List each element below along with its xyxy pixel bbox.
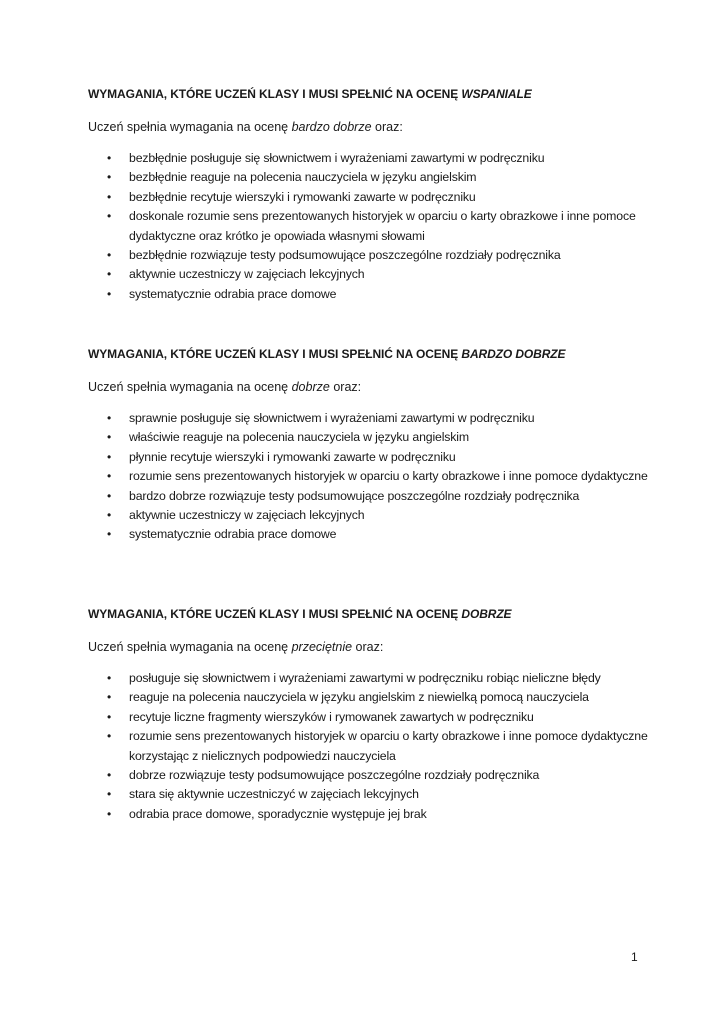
bullet-icon: • [107,189,112,204]
list-item: • doskonale rozumie sens prezentowanych historyjek w oparciu o karty obrazkowe i inne pomoce dydaktyczne oraz krótko je opowiada własnymi słowami [107,209,636,243]
bullet-icon: • [107,411,112,425]
list-item: • bezbłędnie posługuje się słownictwem i wyrażeniami zawartymi w podręczniku [88,149,648,168]
section-intro: Uczeń spełnia wymagania na ocenę bardzo dobrze oraz: [88,120,403,134]
page-number: 1 [631,950,638,964]
intro-grade: dobrze [291,380,330,394]
list-item: • sprawnie posługuje się słownictwem i wyrażeniami zawartymi w podręczniku [88,409,648,428]
bullet-icon: • [107,151,112,165]
section-wspaniale [88,86,648,304]
list-item: • bezbłędnie reaguje na polecenia nauczyciela w języku angielskim [88,168,648,187]
list-item: • dobrze rozwiązuje testy podsumowujące poszczególne rozdziały podręcznika [88,766,648,785]
bullet-icon: • [107,170,112,185]
requirements-list [88,669,648,824]
bullet-icon: • [107,449,112,464]
requirements-list [88,409,648,545]
list-item: • bardzo dobrze rozwiązuje testy podsumowujące poszczególne rozdziały podręcznika [88,487,648,506]
list-item: • płynnie recytuje wierszyki i rymowanki zawarte w podręczniku [88,448,648,467]
list-item: • rozumie sens prezentowanych historyjek w oparciu o karty obrazkowe i inne pomoce dydaktyczne [88,467,648,486]
bullet-icon: • [107,209,112,224]
list-item: • odrabia prace domowe, sporadycznie występuje jej brak [88,805,648,824]
section-bardzo-dobrze [88,346,648,545]
bullet-icon: • [107,527,112,542]
bullet-icon: • [107,267,112,282]
grade-name: WSPANIALE [461,87,532,101]
bullet-icon: • [107,248,112,263]
bullet-icon: • [107,690,112,705]
bullet-icon: • [107,508,112,523]
list-item: • właściwie reaguje na polecenia nauczyciela w języku angielskim [88,428,648,447]
list-item: • bezbłędnie recytuje wierszyki i rymowanki zawarte w podręczniku [88,188,648,207]
list-item: • systematycznie odrabia prace domowe [88,525,648,544]
grade-name: BARDZO DOBRZE [461,347,566,361]
bullet-icon: • [107,286,112,301]
grade-name: DOBRZE [461,607,512,621]
bullet-icon: • [107,469,112,484]
list-item: • recytuje liczne fragmenty wierszyków i rymowanek zawartych w podręczniku [88,708,648,727]
requirements-list [88,149,648,304]
list-item: • systematycznie odrabia prace domowe [88,285,648,304]
bullet-icon: • [107,430,112,445]
bullet-icon: • [107,709,112,724]
list-item: • aktywnie uczestniczy w zajęciach lekcyjnych [88,506,648,525]
bullet-icon: • [107,806,112,821]
list-item: • bezbłędnie rozwiązuje testy podsumowujące poszczególne rozdziały podręcznika [88,246,648,265]
list-item: • posługuje się słownictwem i wyrażeniami zawartymi w podręczniku robiąc nieliczne błędy [88,669,648,688]
intro-grade: przeciętnie [291,640,353,654]
bullet-icon: • [107,671,112,685]
list-item: • reaguje na polecenia nauczyciela w języku angielskim z niewielką pomocą nauczyciela [88,688,648,707]
bullet-icon: • [107,787,112,802]
list-item: • stara się aktywnie uczestniczyć w zajęciach lekcyjnych [88,785,648,804]
section-intro: Uczeń spełnia wymagania na ocenę przeciętnie oraz: [88,640,384,654]
intro-grade: bardzo dobrze [291,120,372,134]
section-heading: WYMAGANIA, KTÓRE UCZEŃ KLASY I MUSI SPEŁNIĆ NA OCENĘ BARDZO DOBRZE [88,347,566,361]
section-heading: WYMAGANIA, KTÓRE UCZEŃ KLASY I MUSI SPEŁNIĆ NA OCENĘ DOBRZE [88,607,512,621]
section-heading: WYMAGANIA, KTÓRE UCZEŃ KLASY I MUSI SPEŁNIĆ NA OCENĘ WSPANIALE [88,87,532,101]
list-item: • rozumie sens prezentowanych historyjek w oparciu o karty obrazkowe i inne pomoce dydaktyczne korzystając z nielicznych podpowiedzi nauczyciela [107,729,648,763]
list-item: • aktywnie uczestniczy w zajęciach lekcyjnych [88,265,648,284]
bullet-icon: • [107,488,112,503]
bullet-icon: • [107,768,112,783]
bullet-icon: • [107,729,112,744]
section-intro: Uczeń spełnia wymagania na ocenę dobrze oraz: [88,380,362,394]
section-dobrze [88,606,648,824]
